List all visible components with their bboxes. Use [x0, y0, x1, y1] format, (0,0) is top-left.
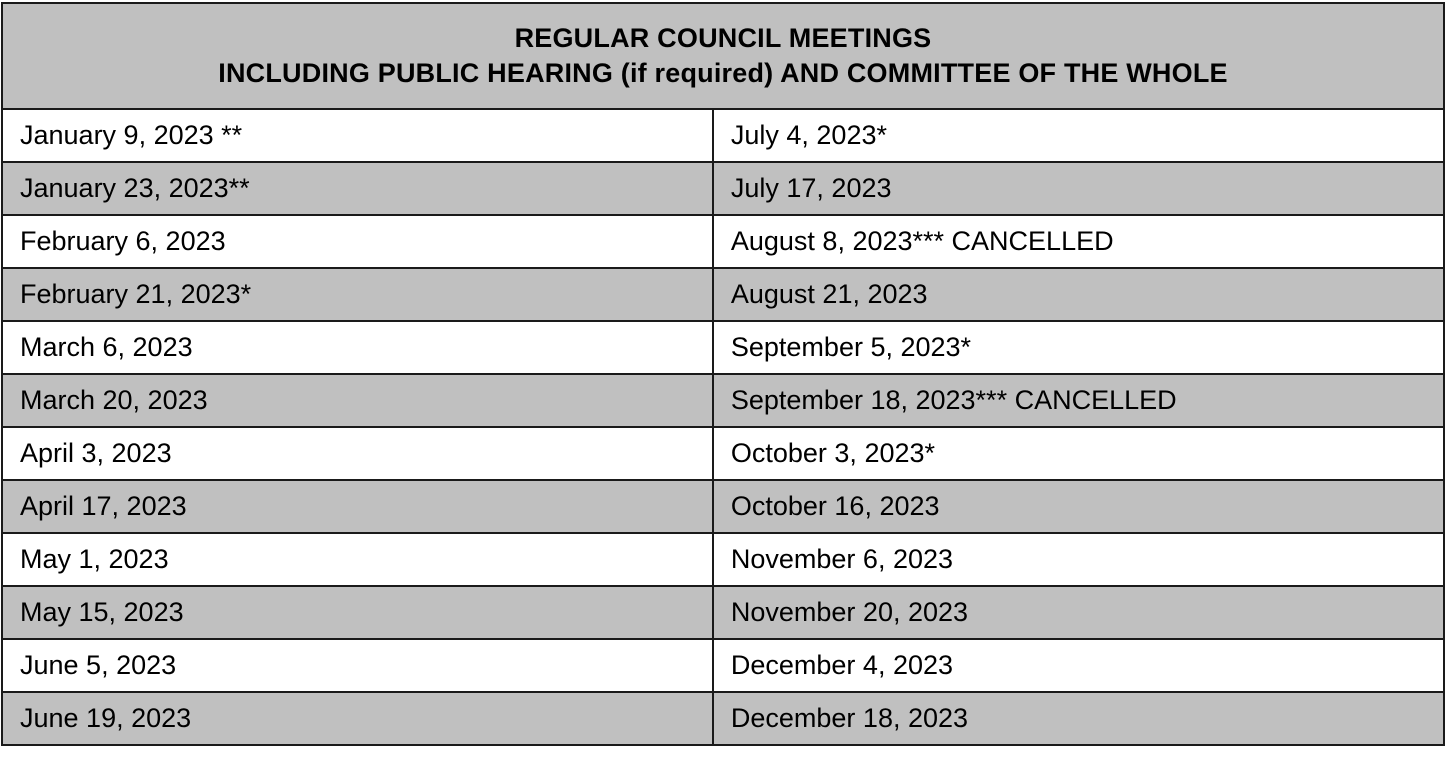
table-row — [2, 321, 1444, 374]
table-row — [2, 162, 1444, 215]
table-row — [2, 215, 1444, 268]
meeting-date-left: June 19, 2023 — [2, 692, 713, 745]
meeting-date-left: March 20, 2023 — [2, 374, 713, 427]
meeting-date-left: April 17, 2023 — [2, 480, 713, 533]
meeting-date-left: April 3, 2023 — [2, 427, 713, 480]
meeting-date-right: September 5, 2023* — [713, 321, 1444, 374]
meeting-date-left: March 6, 2023 — [2, 321, 713, 374]
table-row — [2, 533, 1444, 586]
meeting-date-right: September 18, 2023*** CANCELLED — [713, 374, 1444, 427]
table-row — [2, 427, 1444, 480]
meeting-date-right: August 8, 2023*** CANCELLED — [713, 215, 1444, 268]
meeting-date-left: January 9, 2023 ** — [2, 109, 713, 162]
title-line-2: INCLUDING PUBLIC HEARING (if required) AND COMMITTEE OF THE WHOLE — [218, 58, 1228, 88]
table-row — [2, 692, 1444, 745]
meeting-date-right: July 17, 2023 — [713, 162, 1444, 215]
meeting-date-right: July 4, 2023* — [713, 109, 1444, 162]
meeting-date-right: December 4, 2023 — [713, 639, 1444, 692]
meeting-date-right: October 3, 2023* — [713, 427, 1444, 480]
table-row — [2, 586, 1444, 639]
meeting-date-right: August 21, 2023 — [713, 268, 1444, 321]
meeting-date-right: December 18, 2023 — [713, 692, 1444, 745]
title-line-1: REGULAR COUNCIL MEETINGS — [514, 23, 932, 53]
meeting-date-left: May 1, 2023 — [2, 533, 713, 586]
table-row — [2, 268, 1444, 321]
meeting-date-left: June 5, 2023 — [2, 639, 713, 692]
table-header-row — [2, 3, 1444, 109]
meeting-date-right: November 6, 2023 — [713, 533, 1444, 586]
meeting-date-right: November 20, 2023 — [713, 586, 1444, 639]
meeting-date-right: October 16, 2023 — [713, 480, 1444, 533]
meeting-date-left: February 6, 2023 — [2, 215, 713, 268]
meeting-date-left: May 15, 2023 — [2, 586, 713, 639]
meeting-date-left: February 21, 2023* — [2, 268, 713, 321]
table-row — [2, 480, 1444, 533]
meeting-schedule-table — [1, 2, 1445, 746]
table-title — [2, 3, 1444, 109]
table-row — [2, 639, 1444, 692]
table-row — [2, 109, 1444, 162]
meeting-date-left: January 23, 2023** — [2, 162, 713, 215]
table-row — [2, 374, 1444, 427]
